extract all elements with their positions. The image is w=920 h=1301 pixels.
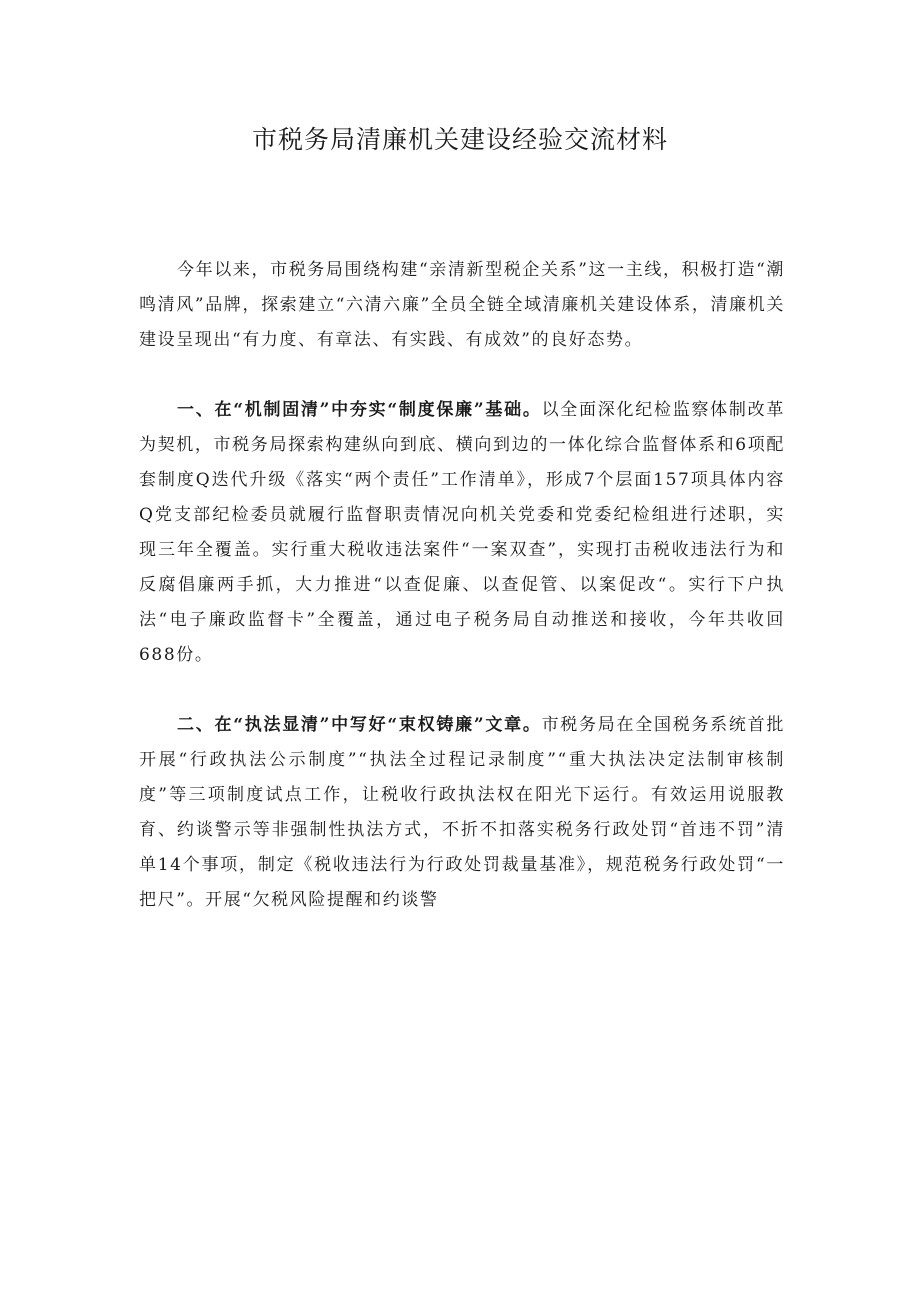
paragraph-text: 今年以来，市税务局围绕构建“亲清新型税企关系”这一主线，积极打造“潮鸣清风”品牌，探索建立“六清六廉”全员全链全域清廉机关建设体系，清廉机关建设呈现出“有力度、有章法、有实践、有成效”的良好态势。 [139,260,785,350]
paragraph-intro [139,253,785,358]
document-body [139,253,785,953]
paragraph-section-two [139,708,785,918]
section-heading: 一、在“机制固清”中夯实“制度保廉”基础。 [177,400,542,420]
paragraph-text: 以全面深化纪检监察体制改革为契机，市税务局探索构建纵向到底、横向到边的一体化综合监督体系和6项配套制度Q迭代升级《落实“两个责任”工作清单》，形成7个层面157项具体内容Q党支部纪检委员就履行监督职责情况向机关党委和党委纪检组进行述职，实现三年全覆盖。实行重大税收违法案件“一案双查”，实现打击税收违法行为和反腐倡廉两手抓，大力推进“以查促廉、以查促管、以案促改“。实行下户执法“电子廉政监督卡”全覆盖，通过电子税务局自动推送和接收，今年共收回688份。 [139,400,785,665]
document-title: 市税务局清廉机关建设经验交流材料 [251,125,668,154]
section-heading: 二、在“执法显清”中写好“束权铸廉”文章。 [177,715,542,735]
paragraph-text: 市税务局在全国税务系统首批开展“行政执法公示制度”“执法全过程记录制度”“重大执法决定法制审核制度”等三项制度试点工作，让税收行政执法权在阳光下运行。有效运用说服教育、约谈警示等非强制性执法方式，不折不扣落实税务行政处罚“首违不罚”清单14个事项，制定《税收违法行为行政处罚裁量基准》，规范税务行政处罚“一把尺”。开展“欠税风险提醒和约谈警 [139,715,785,910]
paragraph-section-one [139,393,785,673]
